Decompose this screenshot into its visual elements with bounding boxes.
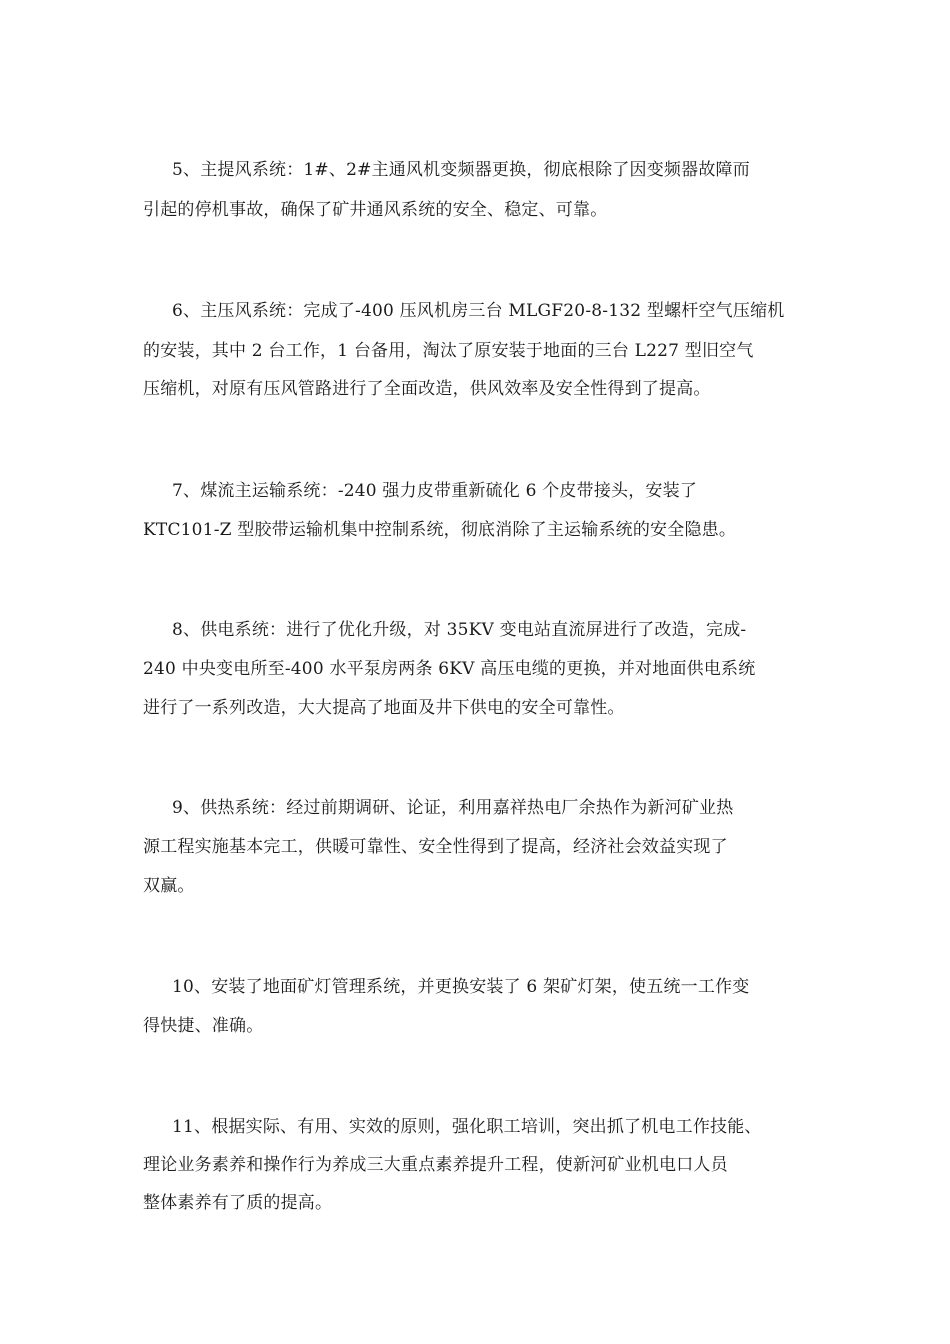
- paragraph-line: 源工程实施基本完工，供暖可靠性、安全性得到了提高，经济社会效益实现了: [143, 837, 728, 857]
- paragraph-line: 6、主压风系统：完成了-400 压风机房三台 MLGF20-8-132 型螺杆空气压缩机: [172, 301, 785, 321]
- paragraph-line: 的安装，其中 2 台工作，1 台备用，淘汰了原安装于地面的三台 L227 型旧空气: [143, 341, 754, 361]
- paragraph-line: 得快捷、准确。: [143, 1016, 264, 1036]
- paragraph-line: 引起的停机事故，确保了矿井通风系统的安全、稳定、可靠。: [143, 200, 608, 220]
- paragraph-line: 11、根据实际、有用、实效的原则，强化职工培训，突出抓了机电工作技能、: [172, 1117, 762, 1137]
- paragraph-line: 理论业务素养和操作行为养成三大重点素养提升工程，使新河矿业机电口人员: [143, 1155, 728, 1175]
- paragraph-line: 240 中央变电所至-400 水平泵房两条 6KV 高压电缆的更换，并对地面供电系统: [143, 659, 756, 679]
- paragraph-line: 整体素养有了质的提高。: [143, 1193, 333, 1213]
- paragraph-line: 压缩机，对原有压风管路进行了全面改造，供风效率及安全性得到了提高。: [143, 379, 711, 399]
- paragraph-line: 8、供电系统：进行了优化升级，对 35KV 变电站直流屏进行了改造，完成-: [172, 620, 747, 640]
- paragraph-line: 双赢。: [143, 876, 195, 896]
- paragraph-line: KTC101-Z 型胶带运输机集中控制系统，彻底消除了主运输系统的安全隐患。: [143, 520, 737, 540]
- paragraph-line: 进行了一系列改造，大大提高了地面及井下供电的安全可靠性。: [143, 698, 625, 718]
- paragraph-line: 10、安装了地面矿灯管理系统，并更换安装了 6 架矿灯架，使五统一工作变: [172, 977, 750, 997]
- paragraph-line: 7、煤流主运输系统：-240 强力皮带重新硫化 6 个皮带接头，安装了: [172, 481, 698, 501]
- paragraph-line: 5、主提风系统：1#、2#主通风机变频器更换，彻底根除了因变频器故障而: [172, 160, 750, 180]
- paragraph-line: 9、供热系统：经过前期调研、论证，利用嘉祥热电厂余热作为新河矿业热: [172, 798, 734, 818]
